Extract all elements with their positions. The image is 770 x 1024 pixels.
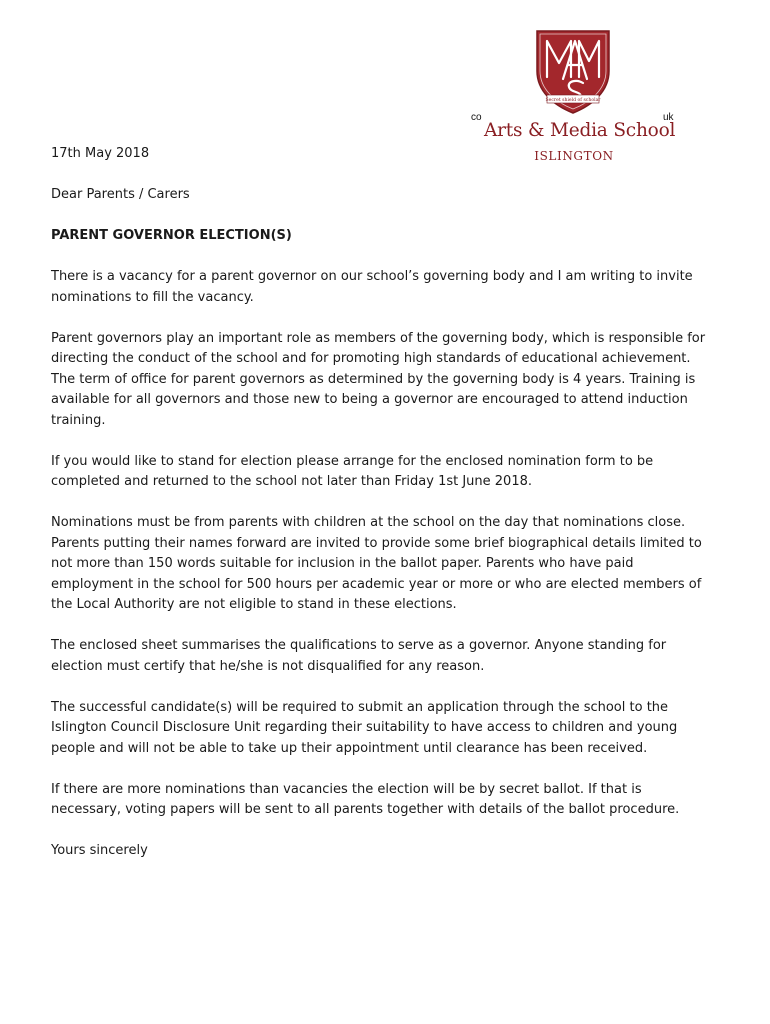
crest-motto: Secret shield of scholar [545,98,601,103]
paragraph-qualifications: The enclosed sheet summarises the qualifications to serve as a governor. Anyone standing for election must certify that he/she is not disqualified for any reason. [51,638,667,674]
letterhead-fragment-right: uk [663,112,674,123]
paragraph-vacancy: There is a vacancy for a parent governor on our school’s governing body and I am writing to invite nominations to fill the vacancy. [51,269,693,305]
paragraph-role: Parent governors play an important role as members of the governing body, which is responsible for directing the conduct of the school and for promoting high standards of educational achievement. The term of office for parent governors as determined by the governing body is 4 years. Training is available for all governors and those new to being a governor are encouraged to attend induction training. [51,330,706,428]
letter-closing: Yours sincerely [51,843,148,858]
paragraph-eligibility: Nominations must be from parents with children at the school on the day that nominations close. Parents putting their names forward are invited to provide some brief biographical details limited to not more than 150 words suitable for inclusion in the ballot paper. Parents who have paid employment in the school for 500 hours per academic year or more or who are elected members of the Local Authority are not eligible to stand in these elections. [51,515,702,612]
paragraph-nomination-deadline: If you would like to stand for election please arrange for the enclosed nomination form to be completed and returned to the school not later than Friday 1st June 2018. [51,453,654,489]
letter-body [51,144,711,882]
letter-date: 17th May 2018 [51,146,150,161]
letter-salutation: Dear Parents / Carers [51,187,190,202]
paragraph-disclosure: The successful candidate(s) will be required to submit an application through the school to the Islington Council Disclosure Unit regarding their suitability to have access to children and young people and will not be able to take up their appointment until clearance has been received. [51,699,678,756]
school-name: Arts & Media School [484,120,676,141]
school-crest-logo [533,27,613,115]
letterhead-fragment-left: co [471,112,482,123]
letter-heading: PARENT GOVERNOR ELECTION(S) [51,228,292,243]
paragraph-ballot: If there are more nominations than vacancies the election will be by secret ballot. If that is necessary, voting papers will be sent to all parents together with details of the ballot procedure. [51,781,680,817]
school-location: ISLINGTON [534,149,614,163]
